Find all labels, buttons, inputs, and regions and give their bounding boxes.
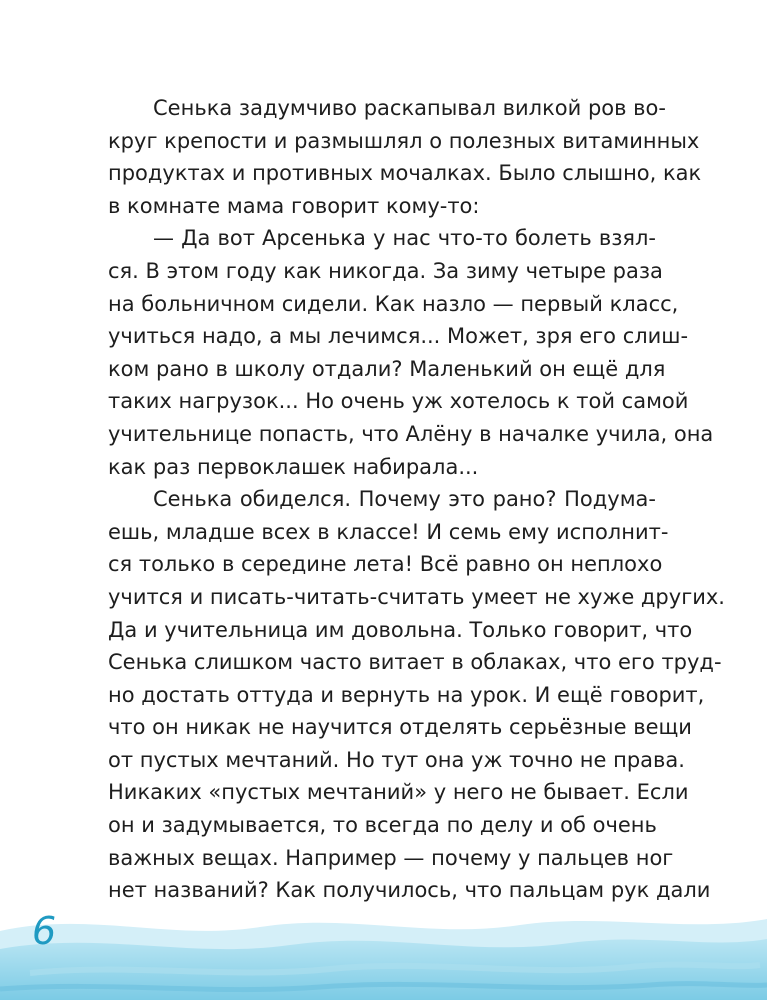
paragraph-3 (108, 483, 725, 907)
text-line: ешь, младше всех в классе! И семь ему исполнит- (108, 519, 669, 544)
text-line: нет названий? Как получилось, что пальцам рук дали (108, 878, 711, 903)
text-line: от пустых мечтаний. Но тут она уж точно не права. (108, 747, 685, 772)
text-line: учиться надо, а мы лечимся... Может, зря его слиш- (108, 324, 689, 349)
text-line: важных вещах. Например — почему у пальцев ног (108, 845, 674, 870)
wave-decoration (0, 905, 767, 1000)
page-body-text (108, 92, 725, 907)
text-line: он и задумывается, то всегда по делу и об очень (108, 813, 657, 838)
text-line: Сенька задумчиво раскапывал вилкой ров во- (153, 96, 666, 120)
text-line: на больничном сидели. Как назло — первый класс, (108, 291, 679, 316)
text-line: Сенька обиделся. Почему это рано? Подума- (153, 487, 656, 512)
text-line: Никаких «пустых мечтаний» у него не бывает. Если (108, 780, 689, 805)
text-line: продуктах и противных мочалках. Было слышно, как (108, 161, 702, 186)
text-line: учительнице попасть, что Алёну в началке учила, она (108, 421, 714, 446)
text-line: учится и писать-читать-считать умеет не хуже других. (108, 584, 725, 609)
text-line: в комнате мама говорит кому-то: (108, 193, 480, 218)
text-line: — Да вот Арсенька у нас что-то болеть взял- (153, 226, 656, 251)
text-line: Сенька слишком часто витает в облаках, что его труд- (108, 650, 722, 675)
text-line: что он никак не научится отделять серьёзные вещи (108, 715, 692, 740)
text-line: ком рано в школу отдали? Маленький он ещё для (108, 356, 666, 381)
text-line: таких нагрузок... Но очень уж хотелось к той самой (108, 389, 689, 414)
paragraph-2 (108, 222, 714, 483)
text-line: круг крепости и размышлял о полезных витаминных (108, 128, 700, 153)
text-line: ся только в середине лета! Всё равно он неплохо (108, 552, 663, 577)
text-line: Да и учительница им довольна. Только говорит, что (108, 617, 693, 642)
text-line: но достать оттуда и вернуть на урок. И ещё говорит, (108, 682, 705, 707)
paragraph-1 (108, 92, 702, 222)
text-line: как раз первоклашек набирала... (108, 454, 479, 479)
text-line: ся. В этом году как никогда. За зиму четыре раза (108, 258, 663, 283)
page-number: 6 (32, 909, 57, 953)
